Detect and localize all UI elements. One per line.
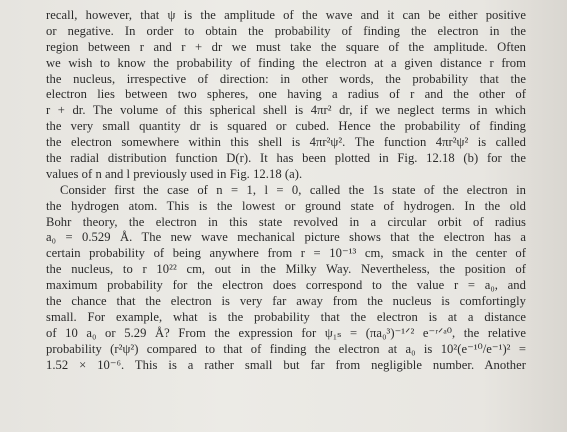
text-line: 1.52 × 10⁻⁶. This is a rather small but far from negligible number. Another xyxy=(46,357,526,372)
text-line: or negative. In order to obtain the probability of finding the electron in the xyxy=(46,23,526,38)
text-line: the electron somewhere within this shell is 4πr²ψ². The function 4πr²ψ² is called xyxy=(46,135,526,150)
text-line: we wish to know the probability of finding the electron at a given distance r from xyxy=(46,55,526,70)
body-text xyxy=(46,8,526,373)
text-line: Bohr theory, the electron in this state revolved in a circular orbit of radius xyxy=(46,214,526,229)
text-line: probability (r²ψ²) compared to that of finding the electron at a₀ is 10²(e⁻¹⁰/e⁻¹)² = xyxy=(46,341,526,356)
text-line: the very small quantity dr is squared or cubed. Hence the probability of finding xyxy=(46,119,526,134)
text-line: of 10 a₀ or 5.29 Å? From the expression for ψ₁ₛ = (πa₀³)⁻¹ᐟ² e⁻ʳᐟᵃ⁰, the relative xyxy=(46,325,526,340)
text-line: certain probability of being anywhere from r = 10⁻¹³ cm, smack in the center of xyxy=(46,246,526,261)
text-line: the chance that the electron is very far away from the nucleus is comfortingly xyxy=(46,294,526,309)
text-line: small. For example, what is the probability that the electron is at a distance xyxy=(46,309,526,324)
text-line: region between r and r + dr we must take the square of the amplitude. Often xyxy=(46,39,526,54)
text-line: the nucleus, to r 10²² cm, out in the Milky Way. Nevertheless, the position of xyxy=(46,262,526,277)
text-line: maximum probability for the electron does correspond to the value r = a₀, and xyxy=(46,278,526,293)
text-line: the hydrogen atom. This is the lowest or ground state of hydrogen. In the old xyxy=(46,198,526,213)
text-line: a₀ = 0.529 Å. The new wave mechanical picture shows that the electron has a xyxy=(46,230,526,245)
text-line: the nucleus, irrespective of direction: in other words, the probability that the xyxy=(46,71,526,86)
text-line: values of n and l previously used in Fig. 12.18 (a). xyxy=(46,166,303,181)
text-line: Consider first the case of n = 1, l = 0, called the 1s state of the electron in xyxy=(60,182,526,197)
text-line: electron lies between two spheres, one having a radius of r and the other of xyxy=(46,87,526,102)
text-line: the radial distribution function D(r). It has been plotted in Fig. 12.18 (b) for the xyxy=(46,151,526,166)
text-line: recall, however, that ψ is the amplitude of the wave and it can be either positive xyxy=(46,8,526,22)
text-line: r + dr. The volume of this spherical shell is 4πr² dr, if we neglect terms in which xyxy=(46,103,526,118)
